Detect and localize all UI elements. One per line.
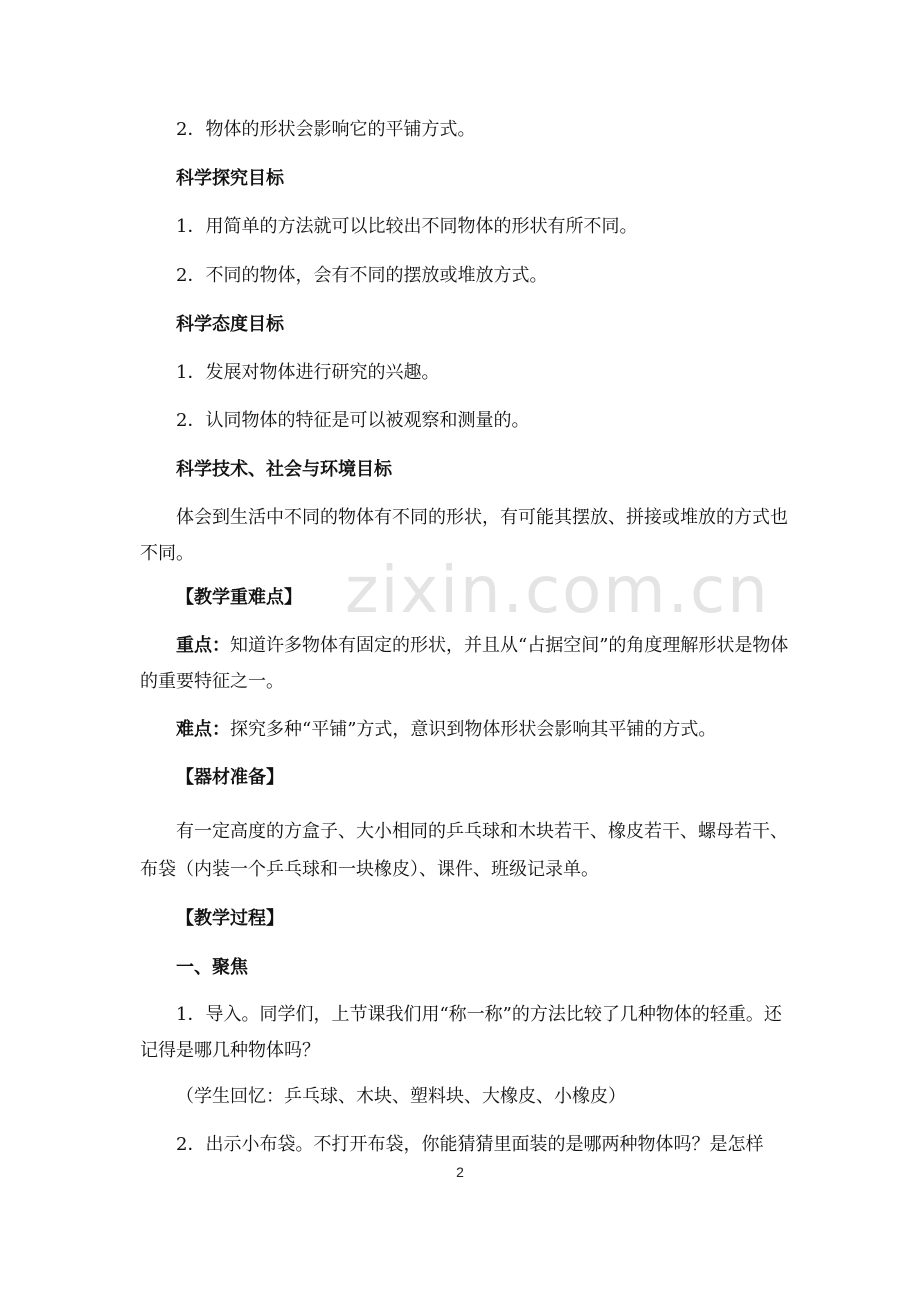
- key-point-label: 重点：: [176, 635, 230, 656]
- materials-paragraph: 有一定高度的方盒子、大小相同的乒乓球和木块若干、橡皮若干、螺母若干、布袋（内装一个乒乓球和一块橡皮）、课件、班级记录单。: [140, 821, 788, 880]
- difficult-point-label: 难点：: [176, 719, 230, 740]
- key-point-text: 知道许多物体有固定的形状，并且从“占据空间”的角度理解形状是物体的重要特征之一。: [140, 635, 789, 692]
- student-recall-line: （学生回忆：乒乓球、木块、塑料块、大橡皮、小橡皮）: [176, 1086, 626, 1107]
- heading-scientific-inquiry: 科学探究目标: [176, 168, 284, 189]
- watermark: zixin.com.cn: [345, 554, 770, 628]
- attitude-item-1: 1．发展对物体进行研究的兴趣。: [176, 362, 440, 383]
- heading-scientific-attitude: 科学态度目标: [176, 314, 284, 335]
- heading-focus: 一、聚焦: [176, 957, 248, 978]
- key-point-paragraph: [140, 628, 790, 700]
- difficult-point-text: 探究多种“平铺”方式，意识到物体形状会影响其平铺的方式。: [230, 719, 717, 740]
- heading-stse: 科学技术、社会与环境目标: [176, 459, 392, 480]
- intro-paragraph: 1．导入。同学们，上节课我们用“称一称”的方法比较了几种物体的轻重。还记得是哪几种物体吗？: [140, 1004, 782, 1061]
- stse-paragraph: 体会到生活中不同的物体有不同的形状，有可能其摆放、拼接或堆放的方式也不同。: [140, 507, 788, 564]
- heading-materials: 【器材准备】: [176, 767, 284, 788]
- inquiry-item-2: 2．不同的物体，会有不同的摆放或堆放方式。: [176, 265, 548, 286]
- objective-line-shape-tiling: 2．物体的形状会影响它的平铺方式。: [176, 119, 476, 140]
- difficult-point-paragraph: [176, 714, 826, 746]
- cloth-bag-line: 2．出示小布袋。不打开布袋，你能猜猜里面装的是哪两种物体吗？是怎样: [176, 1134, 764, 1155]
- page-number: 2: [456, 1164, 464, 1180]
- heading-key-difficult-points: 【教学重难点】: [176, 587, 302, 608]
- heading-teaching-process: 【教学过程】: [176, 908, 284, 929]
- inquiry-item-1: 1．用简单的方法就可以比较出不同物体的形状有所不同。: [176, 216, 638, 237]
- attitude-item-2: 2．认同物体的特征是可以被观察和测量的。: [176, 410, 530, 431]
